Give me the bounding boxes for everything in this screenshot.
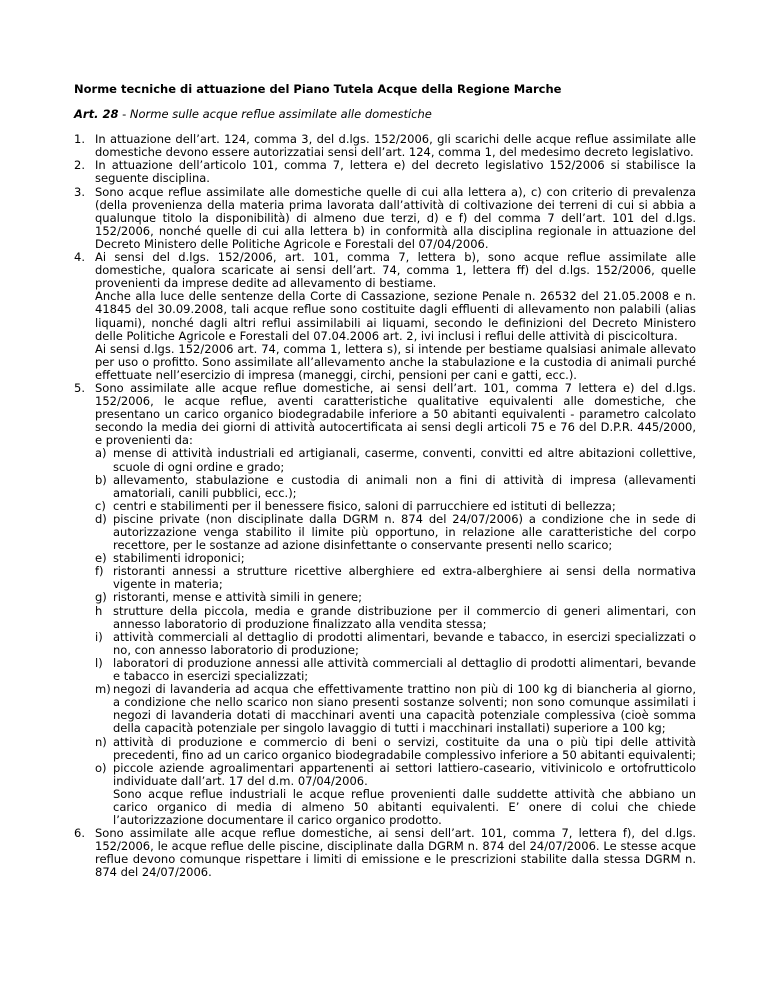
item-number: 6. <box>74 826 85 841</box>
item-number: 3. <box>74 184 85 199</box>
document-title: Norme tecniche di attuazione del Piano Tutela Acque della Regione Marche <box>74 82 562 96</box>
item-paragraph: In attuazione dell’art. 124, comma 3, del d.lgs. 152/2006, gli scarichi delle acque reflue assimilate alle domestiche devono essere autorizzatiai sensi dell’art. 124, comma 1, del medesimo decreto legislativo. <box>95 132 696 160</box>
list-item <box>74 159 696 185</box>
sub-item-text: attività commerciali al dettaglio di prodotti alimentari, bevande e tabacco, in esercizi specializzati o no, con annesso laboratorio di produzione; <box>113 629 696 657</box>
list-item <box>74 133 696 159</box>
sub-list-item <box>95 631 696 657</box>
item-paragraph: Sono acque reflue assimilate alle domestiche quelle di cui alla lettera a), c) con criterio di prevalenza (della provenienza della materia prima lavorata dall’attività di coltivazione dei terreni di cui si abbia a qualunque titolo la disponibilità) di almeno due terzi, d) e f) del comma 7 dell’art. 101 del d.lgs. 152/2006, nonché quelle di cui alla lettera b) in conformità alla disciplina regionale in attuazione del Decreto Ministero delle Politiche Agricole e Forestali del 07/04/2006. <box>95 184 696 251</box>
article-heading <box>74 108 696 121</box>
item-paragraph: In attuazione dell’articolo 101, comma 7, lettera e) del decreto legislativo 152/2006 si stabilisce la seguente disciplina. <box>95 158 696 186</box>
sub-item-text: stabilimenti idroponici; <box>113 551 245 566</box>
sub-item-letter: a) <box>95 446 107 461</box>
item-paragraph: Sono assimilate alle acque reflue domestiche, ai sensi dell’art. 101, comma 7 lettera e) del d.lgs. 152/2006, le acque reflue, aventi caratteristiche qualitative equivalenti alle domestiche, che presentano un carico organico biodegradabile inferiore a 50 abitanti equivalenti - parametro calcolato secondo la media dei giorni di attività autocertificata ai sensi degli articoli 75 e 76 del D.P.R. 445/2000, e provenienti da: <box>95 380 696 448</box>
article-separator: - <box>118 107 130 122</box>
sub-item-text: allevamento, stabulazione e custodia di animali non a fini di attività di impresa (allevamenti amatoriali, canili pubblici, ecc.); <box>113 472 696 500</box>
list-item <box>74 382 696 827</box>
sub-item-text: strutture della piccola, media e grande distribuzione per il commercio di generi alimentari, con annesso laboratorio di produzione finalizzato alla vendita stessa; <box>113 603 696 631</box>
sub-list-item <box>95 474 696 500</box>
sub-item-letter: f) <box>95 564 104 579</box>
item-paragraph: Sono assimilate alle acque reflue domestiche, ai sensi dell’art. 101, comma 7, lettera f), del d.lgs. 152/2006, le acque reflue delle piscine, disciplinate dalla DGRM n. 874 del 24/07/2006. Le stesse acque reflue devono comunque rispettare i limiti di emissione e le prescrizioni stabilite dalla stessa DGRM n. 874 del 24/07/2006. <box>95 826 696 880</box>
item-number: 1. <box>74 132 85 147</box>
sub-item-letter: i) <box>95 629 103 644</box>
sub-item-letter: h <box>95 603 103 618</box>
sub-item-text: centri e stabilimenti per il benessere fisico, saloni di parrucchiere ed istituti di bellezza; <box>113 498 616 513</box>
sub-item-text: mense di attività industriali ed artigianali, caserme, conventi, convitti ed altre abitazioni collettive, scuole di ogni ordine e grado; <box>113 446 696 474</box>
sub-item-letter: m) <box>95 682 111 697</box>
item-paragraph: Ai sensi d.lgs. 152/2006 art. 74, comma 1, lettera s), si intende per bestiame qualsiasi animale allevato per uso o profitto. Sono assimilate all’allevamento anche la stabulazione e la custodia di animali purché effettuate nell’esercizio di impresa (maneggi, circhi, pensioni per cani e gatti, ecc.). <box>95 341 696 382</box>
sub-list-item <box>95 736 696 762</box>
item-number: 4. <box>74 250 85 265</box>
sub-item-text: piscine private (non disciplinate dalla DGRM n. 874 del 24/07/2006) a condizione che in sede di autorizzazione venga stabilito il limite più opportuno, in relazione alle caratteristiche del corpo recettore, per le sostanze ad azione disinfettante o conservante presenti nello scarico; <box>113 511 696 553</box>
sub-item-letter: b) <box>95 472 107 487</box>
sub-list-item <box>95 447 696 473</box>
sub-item-letter: e) <box>95 551 107 566</box>
list-item <box>74 827 696 879</box>
sub-list-item <box>95 657 696 683</box>
sub-item-letter: n) <box>95 734 107 749</box>
sub-item-text: ristoranti annessi a strutture ricettive alberghiere ed extra-alberghiere ai sensi della normativa vigente in materia; <box>113 564 696 592</box>
sub-list-item <box>95 605 696 631</box>
item-paragraph: Anche alla luce delle sentenze della Corte di Cassazione, sezione Penale n. 26532 del 21.05.2008 e n. 41845 del 30.09.2008, tali acque reflue sono costituite dagli effluenti di allevamento non palabili (alias liquami), nonché dagli altri reflui assimilabili ai liquami, secondo le definizioni del Decreto Ministero delle Politiche Agricole e Forestali del 07.04.2006 art. 2, ivi inclusi i reflui delle attività di piscicoltura. <box>95 289 696 343</box>
sub-item-letter: o) <box>95 760 107 775</box>
item-number: 5. <box>74 380 85 395</box>
item-paragraph: Ai sensi del d.lgs. 152/2006, art. 101, comma 7, lettera b), sono acque reflue assimilate alle domestiche, qualora scaricate ai sensi dell’art. 74, comma 1, lettera ff) del d.lgs. 152/2006, quelle provenienti da imprese dedite ad allevamento di bestiame. <box>95 250 696 291</box>
sub-item-letter: l) <box>95 655 103 670</box>
sub-item-letter: c) <box>95 498 106 513</box>
article-number: Art. 28 <box>74 107 119 122</box>
article-items <box>74 133 696 879</box>
sub-list <box>95 447 696 827</box>
document-page <box>74 83 696 880</box>
sub-item-note: Sono acque reflue industriali le acque reflue provenienti dalle suddette attività che abbiano un carico organico di media di almeno 50 abitanti equivalenti. E’ onere di colui che chiede l’autorizzazione documentare il carico organico prodotto. <box>113 786 696 828</box>
sub-item-letter: d) <box>95 511 107 526</box>
sub-item-letter: g) <box>95 590 107 605</box>
sub-list-item <box>95 513 696 552</box>
sub-list-item <box>95 683 696 735</box>
sub-item-text: ristoranti, mense e attività simili in genere; <box>113 590 362 605</box>
sub-list-item <box>95 565 696 591</box>
sub-item-text: piccole aziende agroalimentari appartenenti ai settori lattiero-caseario, vitivinicolo e ortofrutticolo individuate dall’art. 17 del d.m. 07/04/2006. <box>113 760 696 788</box>
item-number: 2. <box>74 158 85 173</box>
sub-item-text: attività di produzione e commercio di beni o servizi, costituite da una o più tipi delle attività precedenti, fino ad un carico organico biodegradabile complessivo inferiore a 50 abitanti equivalenti; <box>113 734 697 762</box>
sub-item-text: laboratori di produzione annessi alle attività commerciali al dettaglio di prodotti alimentari, bevande e tabacco in esercizi specializzati; <box>113 655 696 684</box>
sub-item-text: negozi di lavanderia ad acqua che effettivamente trattino non più di 100 kg di biancheria al giorno, a condizione che nello scarico non siano presenti sostanze solventi; non sono comunque assimilati i negozi di lavanderia dotati di macchinari aventi una capacità potenziale complessiva (cioè somma della capacità potenziale per singolo lavaggio di tutti i macchinari installati) superiore a 100 kg; <box>113 682 696 736</box>
sub-list-item <box>95 762 696 827</box>
article-title: Norme sulle acque reflue assimilate alle domestiche <box>129 107 432 122</box>
list-item <box>74 186 696 251</box>
list-item <box>74 251 696 382</box>
